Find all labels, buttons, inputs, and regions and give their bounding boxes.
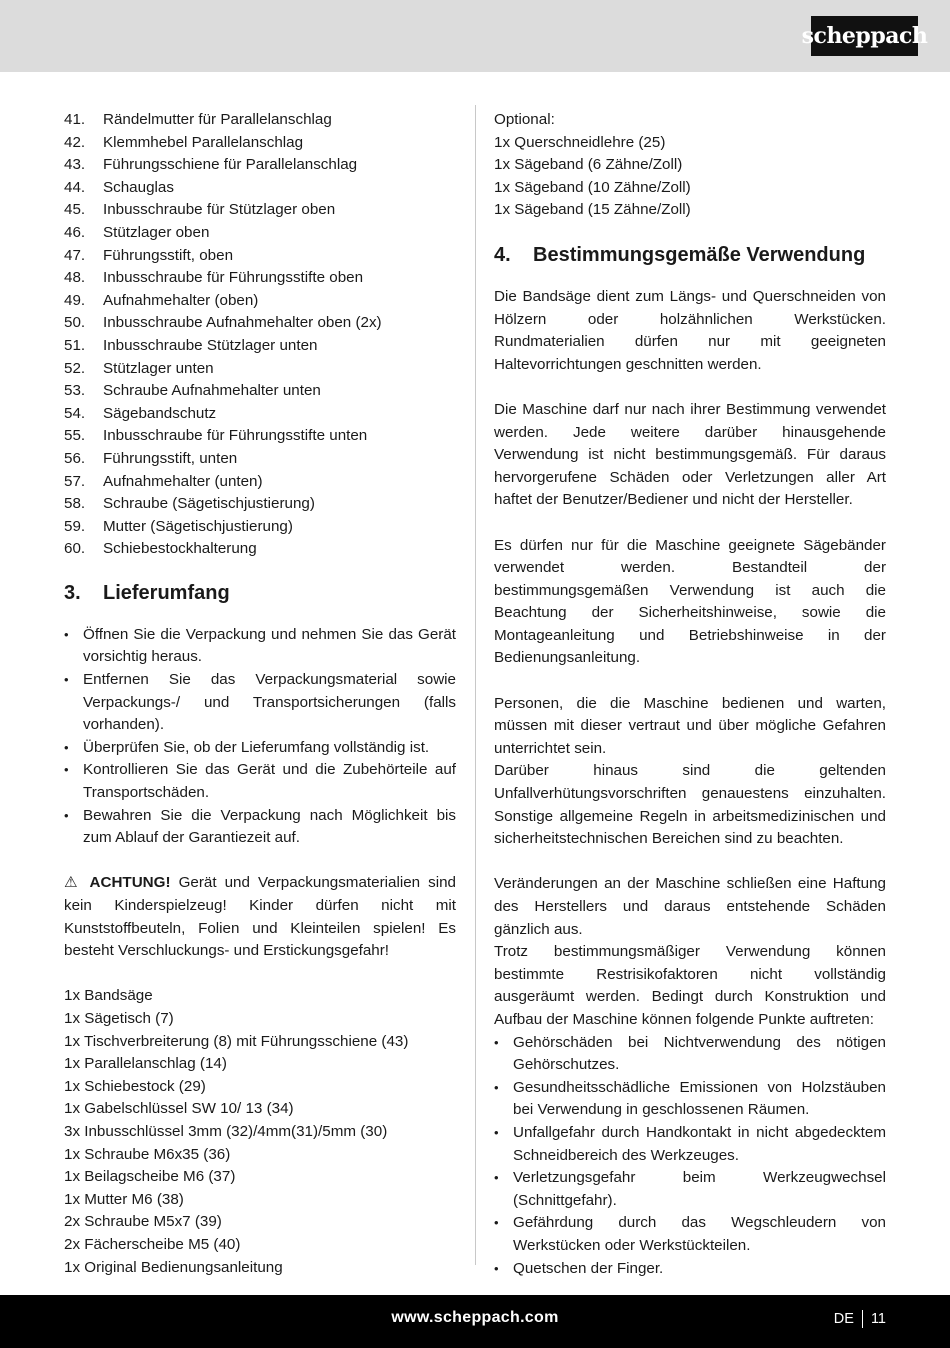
risk-item xyxy=(494,1032,886,1077)
parts-list-item xyxy=(64,538,456,561)
parts-list-item xyxy=(64,177,456,200)
bullet-dot: • xyxy=(494,1260,499,1276)
parts-list-item xyxy=(64,132,456,155)
part-number: 42. xyxy=(64,133,86,151)
part-name: Schiebestockhalterung xyxy=(103,540,257,558)
bullet-dot: • xyxy=(494,1124,499,1140)
delivery-step xyxy=(64,669,456,737)
bullet-dot: • xyxy=(64,672,69,688)
page-indicator xyxy=(834,1310,886,1328)
part-name: Sägebandschutz xyxy=(103,404,217,422)
delivery-step-text: Entfernen Sie das Verpackungsmaterial sowie Verpackungs-/ und Transportsicherungen (falls vorhanden). xyxy=(83,671,456,734)
parts-list-item xyxy=(64,154,456,177)
parts-list-item xyxy=(64,358,456,381)
delivery-step-text: Bewahren Sie die Verpackung nach Möglichkeit bis zum Ablauf der Garantiezeit auf. xyxy=(83,806,456,847)
bullet-dot: • xyxy=(494,1170,499,1186)
part-name: Führungsschiene für Parallelanschlag xyxy=(103,156,358,174)
section-3-heading xyxy=(64,579,456,607)
section-4-heading xyxy=(494,241,886,269)
part-number: 52. xyxy=(64,359,86,377)
usage-paragraph-7: Trotz bestimmungsmäßiger Verwendung können bestimmte Restrisikofaktoren nicht vollständig ausgeräumt werden. Bedingt durch Konstruktion und Aufbau der Maschine können folgende Punkte auftreten: xyxy=(494,943,886,1028)
warning-label: ACHTUNG! xyxy=(89,874,171,892)
delivery-step-text: Öffnen Sie die Verpackung und nehmen Sie das Gerät vorsichtig heraus. xyxy=(83,625,456,666)
part-number: 47. xyxy=(64,246,86,264)
risk-item-text: Gehörschäden bei Nichtverwendung des nötigen Gehörschutzes. xyxy=(513,1033,886,1074)
usage-paragraph-2: Die Maschine darf nur nach ihrer Bestimmung verwendet werden. Jede weitere darüber hinausgehende Verwendung ist nicht bestimmungsgemäß. Für daraus hervorgerufene Schäden oder Verletzungen aller Art haftet der Benutzer/Bediener und nicht der Hersteller. xyxy=(494,400,886,509)
part-number: 51. xyxy=(64,336,86,354)
warning-block xyxy=(64,872,456,962)
right-column xyxy=(494,109,886,1280)
page-footer xyxy=(0,1295,950,1348)
part-number: 50. xyxy=(64,314,86,332)
risk-item-text: Gefährdung durch das Wegschleudern von Werkstücken oder Werkstückteilen. xyxy=(513,1214,886,1254)
delivery-step xyxy=(64,737,456,760)
part-name: Rändelmutter für Parallelanschlag xyxy=(103,111,332,128)
parts-list-item xyxy=(64,245,456,268)
contents-item: 1x Schraube M6x35 (36) xyxy=(64,1145,231,1163)
optional-item: 1x Querschneidlehre (25) xyxy=(494,133,666,151)
footer-url: www.scheppach.com xyxy=(391,1309,559,1326)
risk-item-text: Verletzungsgefahr beim Werkzeugwechsel (Schnittgefahr). xyxy=(513,1169,886,1209)
contents-item: 1x Sägetisch (7) xyxy=(64,1009,174,1027)
usage-paragraph-4: Personen, die die Maschine bedienen und warten, müssen mit dieser vertraut und über mögliche Gefahren unterrichtet sein. xyxy=(494,694,886,757)
part-name: Inbusschraube für Führungsstifte oben xyxy=(103,269,364,287)
part-number: 43. xyxy=(64,156,86,174)
parts-list-item xyxy=(64,222,456,245)
parts-list-item xyxy=(64,425,456,448)
part-name: Aufnahmehalter (oben) xyxy=(103,291,259,309)
brand-logo: scheppach xyxy=(811,16,918,56)
part-number: 41. xyxy=(64,111,86,128)
risk-item-text: Gesundheitsschädliche Emissionen von Holzstäuben bei Verwendung in geschlossenen Räumen. xyxy=(513,1078,886,1119)
part-name: Klemmhebel Parallelanschlag xyxy=(103,133,304,151)
risk-item-text: Quetschen der Finger. xyxy=(513,1259,664,1277)
contents-item: 1x Gabelschlüssel SW 10/ 13 (34) xyxy=(64,1100,294,1118)
part-name: Schauglas xyxy=(103,178,174,196)
optional-item: 1x Sägeband (15 Zähne/Zoll) xyxy=(494,201,691,219)
delivery-step xyxy=(64,759,456,804)
parts-list-item xyxy=(64,267,456,290)
bullet-dot: • xyxy=(64,807,69,823)
part-number: 44. xyxy=(64,178,86,196)
part-number: 59. xyxy=(64,517,86,535)
section-4-number: 4. xyxy=(494,243,511,266)
left-column xyxy=(64,109,456,1279)
bullet-dot: • xyxy=(64,626,69,642)
part-name: Inbusschraube für Führungsstifte unten xyxy=(103,427,368,445)
part-number: 49. xyxy=(64,291,86,309)
usage-paragraph-1: Die Bandsäge dient zum Längs- und Querschneiden von Hölzern oder holzähnlichen Werkstücken. Rundmaterialien dürfen nur mit geeigneten Haltevorrichtungen geschnitten werden. xyxy=(494,287,886,373)
delivery-step-text: Kontrollieren Sie das Gerät und die Zubehörteile auf Transportschäden. xyxy=(83,761,456,802)
bullet-dot: • xyxy=(494,1215,499,1231)
optional-item: 1x Sägeband (6 Zähne/Zoll) xyxy=(494,156,683,174)
contents-item: 3x Inbusschlüssel 3mm (32)/4mm(31)/5mm (30) xyxy=(64,1122,388,1140)
parts-list-item xyxy=(64,199,456,222)
parts-list-item xyxy=(64,403,456,426)
contents-item: 2x Fächerscheibe M5 (40) xyxy=(64,1235,241,1253)
part-name: Stützlager oben xyxy=(103,223,210,241)
part-name: Führungsstift, oben xyxy=(103,246,234,264)
contents-item: 1x Tischverbreiterung (8) mit Führungsschiene (43) xyxy=(64,1032,409,1050)
page-number: 11 xyxy=(870,1311,886,1327)
part-number: 57. xyxy=(64,472,86,490)
part-name: Schraube Aufnahmehalter unten xyxy=(103,382,321,400)
part-name: Schraube (Sägetischjustierung) xyxy=(103,495,315,513)
contents-item: 1x Bandsäge xyxy=(64,987,153,1005)
part-number: 56. xyxy=(64,449,86,467)
contents-item: 1x Parallelanschlag (14) xyxy=(64,1055,227,1073)
language-code: DE xyxy=(833,1311,854,1327)
usage-paragraph-3: Es dürfen nur für die Maschine geeignete Sägebänder verwendet werden. Bestandteil der bestimmungsgemäßen Verwendung ist auch die Beachtung der Sicherheitshinweise, sowie die Montageanleitung und Betriebshinweise in der Bedienungsanleitung. xyxy=(494,536,886,667)
delivery-steps-list xyxy=(64,624,456,850)
part-number: 60. xyxy=(64,540,86,558)
risk-item xyxy=(494,1077,886,1122)
parts-list-item xyxy=(64,290,456,313)
contents-item: 2x Schraube M5x7 (39) xyxy=(64,1213,222,1231)
parts-list-item xyxy=(64,448,456,471)
part-number: 55. xyxy=(64,427,86,445)
part-name: Stützlager unten xyxy=(103,359,214,377)
optional-item: 1x Sägeband (10 Zähne/Zoll) xyxy=(494,178,691,196)
parts-list-item xyxy=(64,516,456,539)
risk-item-text: Unfallgefahr durch Handkontakt in nicht abgedecktem Schneidbereich des Werkzeuges. xyxy=(513,1123,886,1164)
warning-text: Gerät und Verpackungsmaterialien sind kein Kinderspielzeug! Kinder dürfen nicht mit Kunststoffbeuteln, Folien und Kleinteilen spielen! Es besteht Verschluckungs- und Erstickungsgefahr! xyxy=(64,874,456,960)
bullet-dot: • xyxy=(64,762,69,778)
column-divider xyxy=(475,105,476,1265)
parts-list-item xyxy=(64,471,456,494)
contents-item: 1x Beilagscheibe M6 (37) xyxy=(64,1168,236,1186)
page-header xyxy=(0,0,950,72)
part-number: 53. xyxy=(64,382,86,400)
bullet-dot: • xyxy=(64,739,69,755)
section-3-title: Lieferumfang xyxy=(103,581,230,604)
part-name: Führungsstift, unten xyxy=(103,449,238,467)
parts-list-item xyxy=(64,312,456,335)
contents-item: 1x Schiebestock (29) xyxy=(64,1077,206,1095)
delivery-step xyxy=(64,805,456,850)
contents-item: 1x Original Bedienungsanleitung xyxy=(64,1258,283,1276)
parts-list-item xyxy=(64,380,456,403)
residual-risks-list xyxy=(494,1032,886,1281)
warning-triangle-icon: ⚠ xyxy=(64,874,82,892)
delivery-step xyxy=(64,624,456,669)
bullet-dot: • xyxy=(494,1079,499,1095)
contents-item: 1x Mutter M6 (38) xyxy=(64,1190,184,1208)
part-number: 48. xyxy=(64,269,86,287)
usage-paragraph-5: Darüber hinaus sind die geltenden Unfallverhütungsvorschriften genauestens einzuhalten. Sonstige allgemeine Regeln in arbeitsmedizinischen und sicherheitstechnischen Bereichen sind zu beachten. xyxy=(494,762,886,848)
risk-item xyxy=(494,1122,886,1167)
part-name: Inbusschraube Aufnahmehalter oben (2x) xyxy=(103,314,382,332)
parts-list-item xyxy=(64,493,456,516)
page-separator xyxy=(862,1310,863,1328)
part-number: 45. xyxy=(64,201,86,219)
part-name: Mutter (Sägetischjustierung) xyxy=(103,517,293,535)
part-name: Aufnahmehalter (unten) xyxy=(103,472,263,490)
parts-list xyxy=(64,109,456,561)
section-3-number: 3. xyxy=(64,581,81,604)
usage-paragraph-6: Veränderungen an der Maschine schließen eine Haftung des Herstellers und daraus entstehende Schäden gänzlich aus. xyxy=(494,875,886,938)
risk-item xyxy=(494,1212,886,1257)
delivery-contents-list xyxy=(64,985,456,1279)
parts-list-item xyxy=(64,109,456,132)
optional-block xyxy=(494,109,886,222)
part-name: Inbusschraube Stützlager unten xyxy=(103,336,318,354)
part-number: 58. xyxy=(64,495,86,513)
optional-label: Optional: xyxy=(494,111,555,128)
delivery-step-text: Überprüfen Sie, ob der Lieferumfang vollständig ist. xyxy=(83,738,430,756)
risk-item xyxy=(494,1258,886,1281)
parts-list-item xyxy=(64,335,456,358)
bullet-dot: • xyxy=(494,1034,499,1050)
part-number: 46. xyxy=(64,223,86,241)
part-name: Inbusschraube für Stützlager oben xyxy=(103,201,336,219)
section-4-title: Bestimmungsgemäße Verwendung xyxy=(533,243,866,266)
risk-item xyxy=(494,1167,886,1212)
part-number: 54. xyxy=(64,404,86,422)
